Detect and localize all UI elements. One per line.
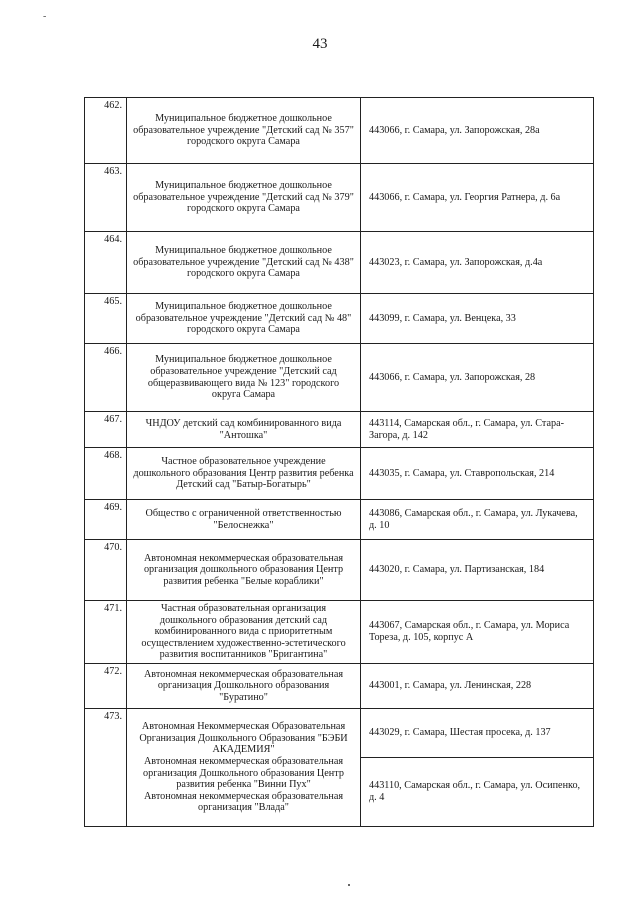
organization-address: 443035, г. Самара, ул. Ставропольская, 214 <box>361 448 594 500</box>
organization-address: 443066, г. Самара, ул. Запорожская, 28 <box>361 344 594 412</box>
corner-mark: - <box>43 11 47 22</box>
organization-name: Муниципальное бюджетное дошкольное образовательное учреждение "Детский сад № 438" городского округа Самара <box>127 232 361 294</box>
table-row <box>85 601 594 664</box>
organization-name: Муниципальное бюджетное дошкольное образовательное учреждение "Детский сад № 357" городского округа Самара <box>127 98 361 164</box>
registry-table <box>84 97 594 827</box>
row-number: 462. <box>85 98 127 164</box>
table-row <box>85 664 594 709</box>
table-row <box>85 709 594 827</box>
organization-address: 443029, г. Самара, Шестая просека, д. 137 <box>361 709 593 757</box>
page-number: 43 <box>312 36 328 52</box>
row-number: 468. <box>85 448 127 500</box>
organization-address: 443086, Самарская обл., г. Самара, ул. Лукачева, д. 10 <box>361 500 594 540</box>
organization-address: 443020, г. Самара, ул. Партизанская, 184 <box>361 540 594 601</box>
organization-name: Автономная некоммерческая образовательная организация "Влада" <box>143 790 344 814</box>
table-row <box>85 344 594 412</box>
row-number: 469. <box>85 500 127 540</box>
table-row <box>85 98 594 164</box>
organization-name: Автономная Некоммерческая Образовательная Организация Дошкольного Образования "БЭБИ АКАДЕМИЯ" <box>139 721 348 756</box>
organization-address: 443066, г. Самара, ул. Георгия Ратнера, д. 6а <box>361 164 594 232</box>
organization-name: Общество с ограниченной ответственностью "Белоснежка" <box>127 500 361 540</box>
organization-name: Частное образовательное учреждение дошкольного образования Центр развития ребенка Детский сад "Батыр-Богатырь" <box>127 448 361 500</box>
row-number: 472. <box>85 664 127 709</box>
organization-name: Автономная некоммерческая образовательная организация Дошкольного образования Центр развития ребенка "Винни Пух" <box>143 755 344 791</box>
row-number: 470. <box>85 540 127 601</box>
table-row <box>85 412 594 448</box>
row-number: 473. <box>85 709 127 827</box>
scan-speck <box>348 884 350 886</box>
organization-address: 443067, Самарская обл., г. Самара, ул. Мориса Тореза, д. 105, корпус А <box>361 601 594 664</box>
organization-address: 443110, Самарская обл., г. Самара, ул. Осипенко, д. 4 <box>369 780 581 803</box>
table-row <box>85 294 594 344</box>
row-number: 467. <box>85 412 127 448</box>
organization-name: Автономная некоммерческая образовательная организация Дошкольного образования "Буратино" <box>127 664 361 709</box>
row-number: 463. <box>85 164 127 232</box>
row-number: 471. <box>85 601 127 664</box>
organization-name: ЧНДОУ детский сад комбинированного вида "Антошка" <box>127 412 361 448</box>
table-row <box>85 448 594 500</box>
organization-names-group <box>127 709 361 827</box>
organization-address: 443114, Самарская обл., г. Самара, ул. Стара-Загора, д. 142 <box>361 412 594 448</box>
organization-name: Частная образовательная организация дошкольного образования детский сад комбинированного вида с приоритетным осуществлением художественно-эстетического развития воспитанников "Бригантина" <box>127 601 361 664</box>
organization-address: 443023, г. Самара, ул. Запорожская, д.4а <box>361 232 594 294</box>
table-row <box>85 164 594 232</box>
table-row <box>85 500 594 540</box>
table-row <box>85 540 594 601</box>
address-subtable <box>361 709 593 826</box>
organization-address: 443001, г. Самара, ул. Ленинская, 228 <box>361 664 594 709</box>
table-row <box>85 232 594 294</box>
organization-name: Муниципальное бюджетное дошкольное образовательное учреждение "Детский сад № 48" городского округа Самара <box>127 294 361 344</box>
organization-name: Муниципальное бюджетное дошкольное образовательное учреждение "Детский сад общеразвивающего вида № 123" городского округа Самара <box>127 344 361 412</box>
organization-addresses-group <box>361 709 594 827</box>
organization-address: 443099, г. Самара, ул. Венцека, 33 <box>361 294 594 344</box>
organization-name: Муниципальное бюджетное дошкольное образовательное учреждение "Детский сад № 379" городского округа Самара <box>127 164 361 232</box>
organization-name: Автономная некоммерческая образовательная организация дошкольного образования Центр развития ребенка "Белые кораблики" <box>127 540 361 601</box>
row-number: 464. <box>85 232 127 294</box>
row-number: 465. <box>85 294 127 344</box>
organization-address: 443066, г. Самара, ул. Запорожская, 28а <box>361 98 594 164</box>
row-number: 466. <box>85 344 127 412</box>
